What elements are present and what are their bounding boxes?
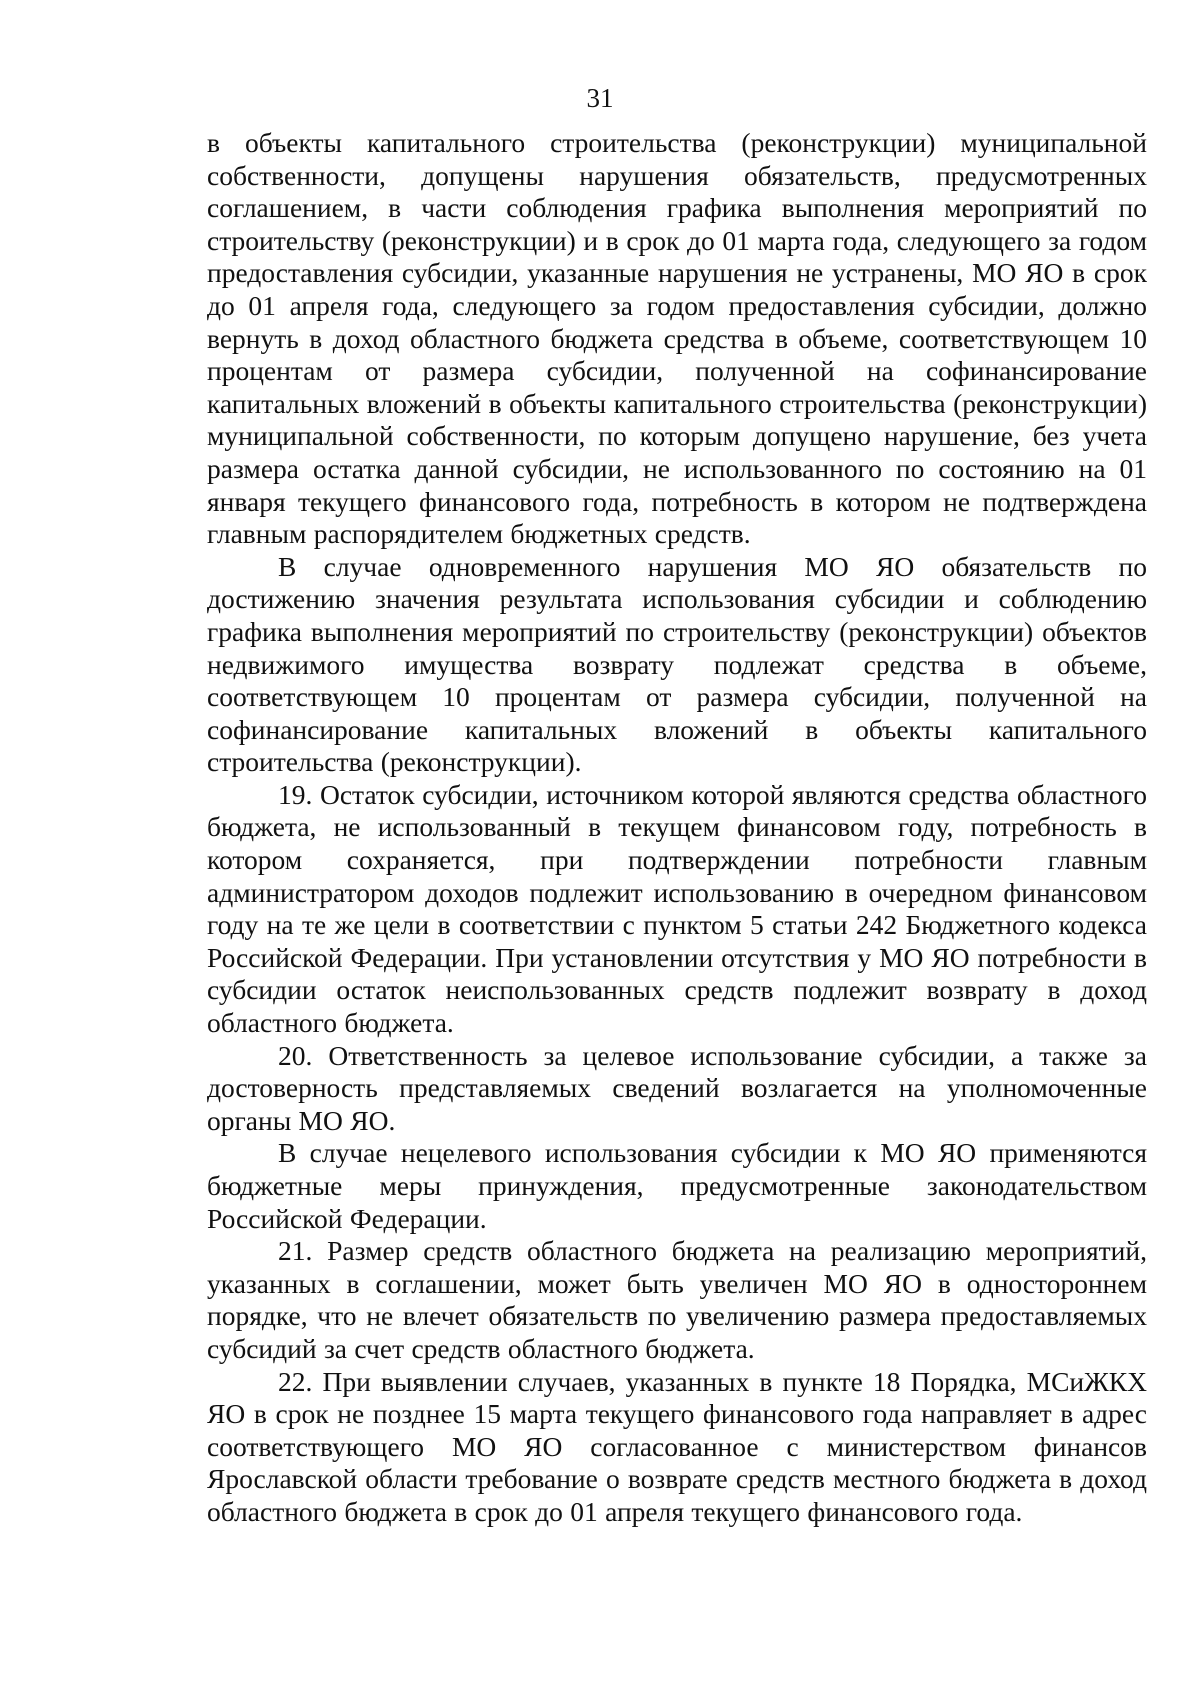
paragraph-item-21: 21. Размер средств областного бюджета на реализацию мероприятий, указанных в соглашении, может быть увеличен МО ЯО в одностороннем порядке, что не влечет обязательств по увеличению размера предоставляемых субсидий за счет средств областного бюджета. xyxy=(207,1235,1147,1364)
paragraph-simultaneous-violation: В случае одновременного нарушения МО ЯО обязательств по достижению значения результата использования субсидии и соблюдению графика выполнения мероприятий по строительству (реконструкции) объектов недвижимого имущества возврату подлежат средства в объеме, соответствующем 10 процентам от размера субсидии, полученной на софинансирование капитальных вложений в объекты капитального строительства (реконструкции). xyxy=(207,550,1147,778)
document-body xyxy=(207,127,1147,1529)
paragraph-item-22: 22. При выявлении случаев, указанных в пункте 18 Порядка, МСиЖКХ ЯО в срок не позднее 15 марта текущего финансового года направляет в адрес соответствующего МО ЯО согласованное с министерством финансов Ярославской области требование о возврате средств местного бюджета в доход областного бюджета в срок до 01 апреля текущего финансового года. xyxy=(207,1365,1147,1527)
paragraph-continuation: в объекты капитального строительства (реконструкции) муниципальной собственности, допущены нарушения обязательств, предусмотренных соглашением, в части соблюдения графика выполнения мероприятий по строительству (реконструкции) и в срок до 01 марта года, следующего за годом предоставления субсидии, указанные нарушения не устранены, МО ЯО в срок до 01 апреля года, следующего за годом предоставления субсидии, должно вернуть в доход областного бюджета средства в объеме, соответствующем 10 процентам от размера субсидии, полученной на софинансирование капитальных вложений в объекты капитального строительства (реконструкции) муниципальной собственности, по которым допущено нарушение, без учета размера остатка данной субсидии, не использованного по состоянию на 01 января текущего финансового года, потребность в котором не подтверждена главным распорядителем бюджетных средств. xyxy=(207,127,1147,550)
page-number: 31 xyxy=(586,83,614,113)
paragraph-misuse-measures: В случае нецелевого использования субсидии к МО ЯО применяются бюджетные меры принуждения, предусмотренные законодательством Российской Федерации. xyxy=(207,1137,1147,1234)
paragraph-item-20: 20. Ответственность за целевое использование субсидии, а также за достоверность представляемых сведений возлагается на уполномоченные органы МО ЯО. xyxy=(207,1039,1147,1136)
paragraph-item-19: 19. Остаток субсидии, источником которой являются средства областного бюджета, не использованный в текущем финансовом году, потребность в котором сохраняется, при подтверждении потребности главным администратором доходов подлежит использованию в очередном финансовом году на те же цели в соответствии с пунктом 5 статьи 242 Бюджетного кодекса Российской Федерации. При установлении отсутствия у МО ЯО потребности в субсидии остаток неиспользованных средств подлежит возврату в доход областного бюджета. xyxy=(207,778,1147,1039)
